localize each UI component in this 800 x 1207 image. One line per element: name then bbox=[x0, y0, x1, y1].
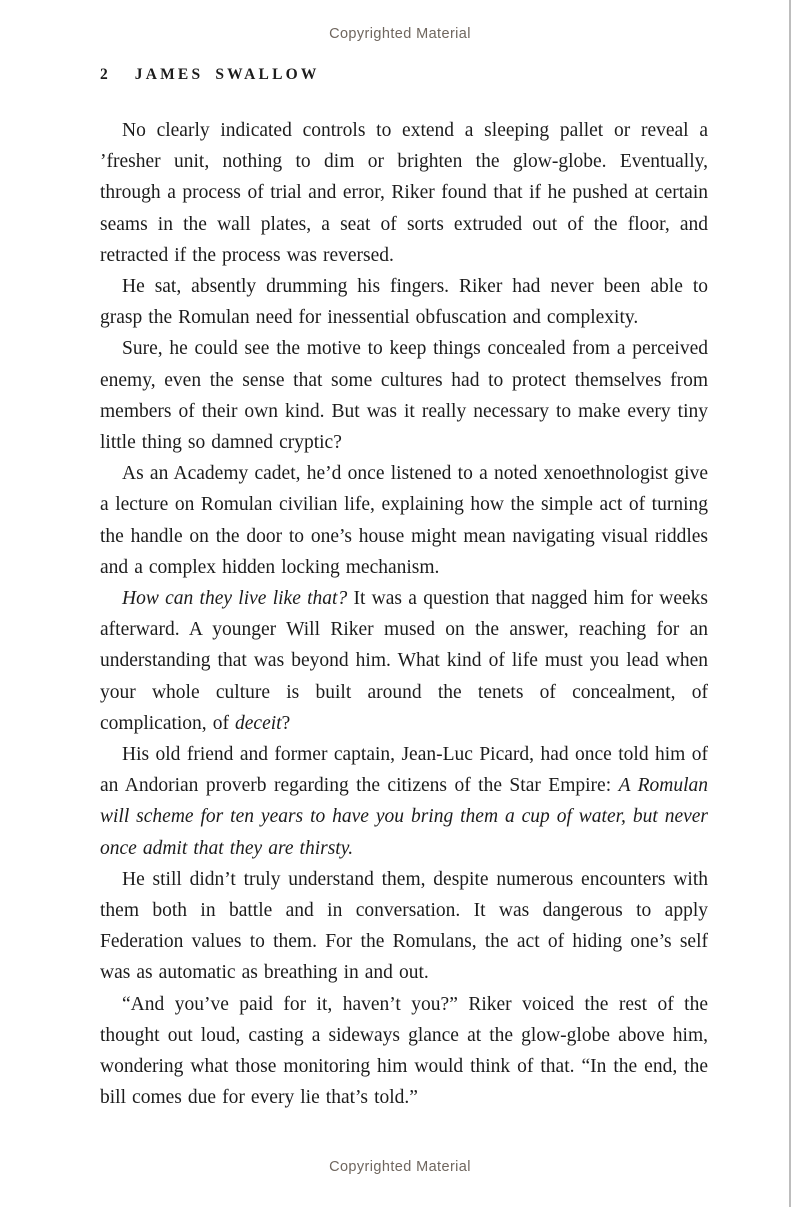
page-body bbox=[100, 115, 708, 1114]
italic-text-segment: deceit bbox=[235, 712, 282, 734]
italic-text-segment: How can they live like that? bbox=[122, 588, 348, 610]
paragraph bbox=[100, 739, 708, 864]
paragraph bbox=[100, 864, 708, 989]
copyright-watermark-top: Copyrighted Material bbox=[329, 26, 471, 42]
author-name: JAMES SWALLOW bbox=[134, 66, 320, 83]
text-segment: He still didn’t truly understand them, despite numerous encounters with them both in battle and in conversation. It was dangerous to apply Federation values to them. For the Romulans, the act of hiding one’s self was as automatic as breathing in and out. bbox=[100, 868, 708, 984]
text-segment: “And you’ve paid for it, haven’t you?” Riker voiced the rest of the thought out loud, casting a sideways glance at the glow-globe above him, wondering what those monitoring him would think of that. “In the end, the bill comes due for every lie that’s told.” bbox=[100, 993, 708, 1109]
text-segment: It was a question that nagged him for weeks afterward. A younger Will Riker mused on the answer, reaching for an understanding that was beyond him. What kind of life must you lead when your whole culture is built around the tenets of concealment, of complication, of bbox=[100, 588, 708, 734]
text-segment: No clearly indicated controls to extend a sleeping pallet or reveal a ’fresher unit, nothing to dim or brighten the glow-globe. Eventually, through a process of trial and error, Riker found that if he pushed at certain seams in the wall plates, a seat of sorts extruded out of the floor, and retracted if the process was reversed. bbox=[100, 120, 708, 266]
paragraph bbox=[100, 989, 708, 1114]
page-edge-line bbox=[789, 0, 791, 1207]
paragraph bbox=[100, 333, 708, 458]
paragraph bbox=[100, 115, 708, 271]
copyright-watermark-bottom: Copyrighted Material bbox=[329, 1159, 471, 1175]
paragraph bbox=[100, 583, 708, 739]
italic-text-segment: A Romulan will scheme for ten years to have you bring them a cup of water, but never once admit that they are thirsty. bbox=[100, 775, 708, 859]
paragraph bbox=[100, 271, 708, 333]
text-segment: ? bbox=[281, 712, 291, 734]
page-header bbox=[100, 66, 320, 84]
text-segment: As an Academy cadet, he’d once listened to a noted xenoethnologist give a lecture on Romulan civilian life, explaining how the simple act of turning the handle on the door to one’s house might mean navigating visual riddles and a complex hidden locking mechanism. bbox=[100, 463, 708, 578]
page-number: 2 bbox=[100, 66, 108, 83]
text-segment: He sat, absently drumming his fingers. Riker had never been able to grasp the Romulan need for inessential obfuscation and complexity. bbox=[100, 276, 708, 329]
paragraph bbox=[100, 458, 708, 583]
text-segment: His old friend and former captain, Jean-Luc Picard, had once told him of an Andorian proverb regarding the citizens of the Star Empire: bbox=[100, 744, 708, 797]
text-segment: Sure, he could see the motive to keep things concealed from a perceived enemy, even the sense that some cultures had to protect themselves from members of their own kind. But was it really necessary to make every tiny little thing so damned cryptic? bbox=[100, 338, 708, 454]
